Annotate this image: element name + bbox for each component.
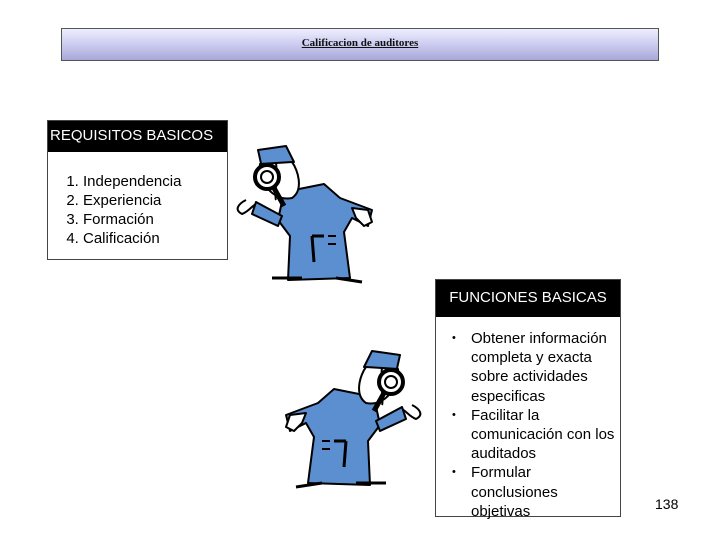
list-item — [436, 329, 620, 406]
funciones-box — [435, 279, 621, 520]
bullet-icon: • — [452, 408, 456, 421]
detective-icon — [232, 140, 382, 288]
list-item-text: Formular conclusiones objetivas — [471, 464, 558, 520]
list-item — [436, 463, 620, 521]
list-item-text: Obtener información completa y exacta sobre actividades especificas — [471, 330, 607, 405]
list-item: 4. Calificación — [83, 229, 227, 248]
list-item: 2. Experiencia — [83, 191, 227, 210]
slide-title: Calificacion de auditores — [301, 37, 419, 49]
list-item: 1. Independencia — [83, 172, 227, 191]
list-item — [436, 406, 620, 464]
requisitos-box — [47, 120, 228, 260]
list-item-text: Facilitar la comunicación con los auditados — [471, 406, 615, 463]
requisitos-heading: REQUISITOS BASICOS — [48, 121, 227, 152]
detective-icon — [276, 345, 426, 493]
requisitos-list — [48, 172, 227, 248]
bullet-icon: • — [452, 466, 456, 479]
page-number: 138 — [655, 496, 679, 512]
list-item: 3. Formación — [83, 210, 227, 229]
funciones-list — [436, 329, 620, 521]
funciones-heading: FUNCIONES BASICAS — [436, 280, 620, 317]
title-bar — [61, 28, 659, 61]
bullet-icon: • — [452, 332, 456, 344]
